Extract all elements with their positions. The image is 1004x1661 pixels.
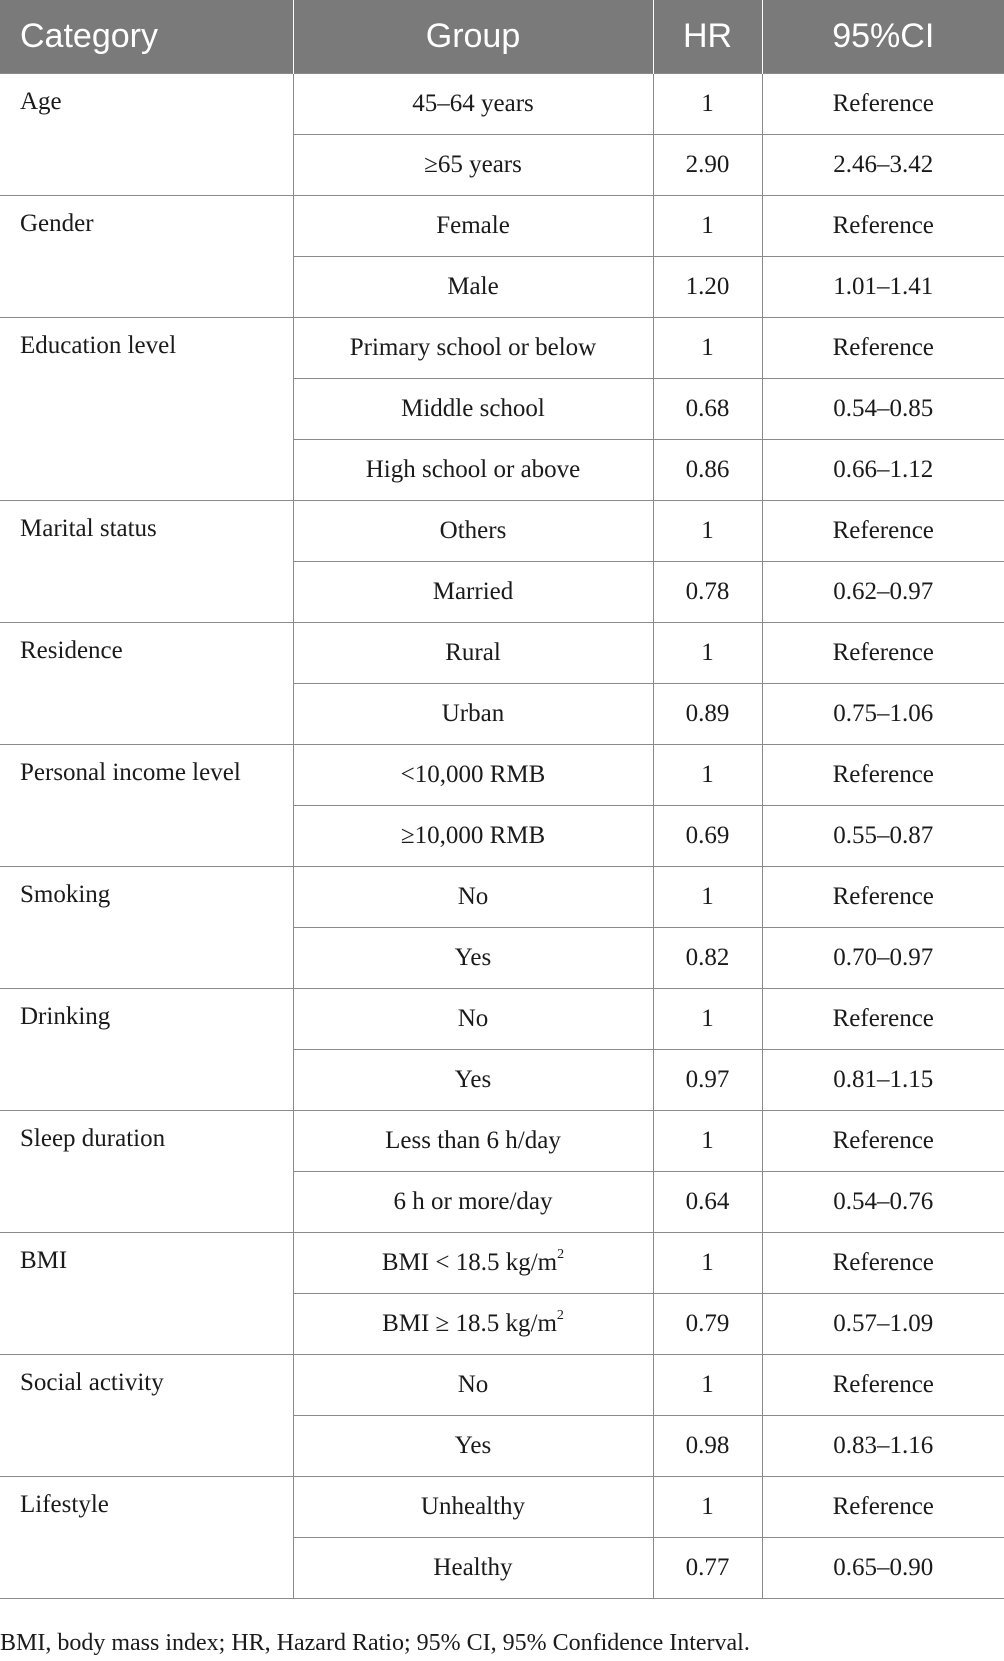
header-ci: 95%CI <box>762 0 1004 74</box>
category-label: Smoking <box>20 881 111 908</box>
table-row <box>0 1233 1004 1294</box>
group-cell <box>293 623 653 684</box>
ci-cell: 0.54–0.85 <box>762 379 1004 440</box>
hr-cell: 0.77 <box>653 1538 762 1599</box>
ci-cell: Reference <box>762 501 1004 562</box>
group-cell <box>293 74 653 135</box>
ci-cell: Reference <box>762 1233 1004 1294</box>
hr-cell: 1 <box>653 623 762 684</box>
hr-cell: 0.86 <box>653 440 762 501</box>
hr-cell: 0.78 <box>653 562 762 623</box>
hr-cell: 0.98 <box>653 1416 762 1477</box>
unit-superscript: 2 <box>557 1247 565 1262</box>
group-label: Middle school <box>401 395 545 422</box>
group-cell <box>293 1416 653 1477</box>
group-label: 6 h or more/day <box>393 1188 553 1215</box>
group-cell <box>293 501 653 562</box>
table-row <box>0 1111 1004 1172</box>
category-label: BMI <box>20 1247 68 1274</box>
category-label: Gender <box>20 210 94 237</box>
ci-cell: Reference <box>762 867 1004 928</box>
group-label: Yes <box>454 1432 492 1459</box>
group-cell <box>293 1294 653 1355</box>
group-label: Less than 6 h/day <box>385 1127 561 1154</box>
hr-cell: 1.20 <box>653 257 762 318</box>
ci-cell: Reference <box>762 1111 1004 1172</box>
hr-cell: 1 <box>653 1233 762 1294</box>
group-cell <box>293 745 653 806</box>
ci-cell: 0.55–0.87 <box>762 806 1004 867</box>
hr-cell: 1 <box>653 989 762 1050</box>
category-label: Personal income level <box>20 759 241 786</box>
hr-cell: 0.68 <box>653 379 762 440</box>
category-label: Age <box>20 88 62 115</box>
hr-cell: 0.89 <box>653 684 762 745</box>
table-header <box>0 0 1004 74</box>
hr-cell: 2.90 <box>653 135 762 196</box>
category-label: Sleep duration <box>20 1125 166 1152</box>
group-label: Yes <box>454 1066 492 1093</box>
group-cell <box>293 806 653 867</box>
ci-cell: 0.66–1.12 <box>762 440 1004 501</box>
header-category: Category <box>0 0 293 74</box>
ci-cell: Reference <box>762 989 1004 1050</box>
category-label: Education level <box>20 332 177 359</box>
table-row <box>0 867 1004 928</box>
group-cell <box>293 1538 653 1599</box>
group-cell <box>293 928 653 989</box>
ci-cell: Reference <box>762 745 1004 806</box>
category-cell <box>0 74 293 196</box>
header-group: Group <box>293 0 653 74</box>
ci-cell: 2.46–3.42 <box>762 135 1004 196</box>
group-label: Healthy <box>433 1554 513 1581</box>
group-cell <box>293 989 653 1050</box>
hr-cell: 1 <box>653 501 762 562</box>
header-row <box>0 0 1004 74</box>
group-label: Rural <box>445 639 501 666</box>
group-cell <box>293 196 653 257</box>
category-cell <box>0 196 293 318</box>
group-cell <box>293 135 653 196</box>
group-cell <box>293 318 653 379</box>
group-label: Others <box>439 517 507 544</box>
group-cell <box>293 1233 653 1294</box>
group-cell <box>293 440 653 501</box>
hr-cell: 1 <box>653 1111 762 1172</box>
ci-cell: Reference <box>762 74 1004 135</box>
ci-cell: 0.70–0.97 <box>762 928 1004 989</box>
group-cell <box>293 257 653 318</box>
group-label: Urban <box>441 700 505 727</box>
hr-cell: 1 <box>653 1477 762 1538</box>
table-row <box>0 1355 1004 1416</box>
header-hr: HR <box>653 0 762 74</box>
group-cell <box>293 1111 653 1172</box>
category-cell <box>0 501 293 623</box>
category-cell <box>0 989 293 1111</box>
group-label: No <box>457 883 489 910</box>
group-cell <box>293 379 653 440</box>
hr-cell: 1 <box>653 867 762 928</box>
category-cell <box>0 867 293 989</box>
hr-cell: 0.97 <box>653 1050 762 1111</box>
ci-cell: 0.75–1.06 <box>762 684 1004 745</box>
group-label: Unhealthy <box>420 1493 526 1520</box>
category-label: Social activity <box>20 1369 164 1396</box>
ci-cell: 0.57–1.09 <box>762 1294 1004 1355</box>
group-label: Primary school or below <box>349 334 597 361</box>
table-row <box>0 989 1004 1050</box>
group-label: Male <box>447 273 499 300</box>
table-row <box>0 1477 1004 1538</box>
hr-cell: 1 <box>653 318 762 379</box>
table-row <box>0 501 1004 562</box>
group-cell <box>293 562 653 623</box>
group-label: No <box>457 1371 489 1398</box>
group-label: BMI ≥ 18.5 kg/m <box>382 1310 557 1337</box>
table-row <box>0 623 1004 684</box>
group-cell <box>293 1172 653 1233</box>
ci-cell: Reference <box>762 623 1004 684</box>
hr-cell: 0.69 <box>653 806 762 867</box>
hr-cell: 0.82 <box>653 928 762 989</box>
group-label: ≥65 years <box>424 151 522 178</box>
category-label: Lifestyle <box>20 1491 109 1518</box>
category-cell <box>0 318 293 501</box>
group-label: BMI < 18.5 kg/m <box>381 1249 558 1276</box>
ci-cell: 0.62–0.97 <box>762 562 1004 623</box>
ci-cell: 0.81–1.15 <box>762 1050 1004 1111</box>
group-cell <box>293 867 653 928</box>
hr-cell: 0.79 <box>653 1294 762 1355</box>
unit-superscript: 2 <box>556 1308 564 1323</box>
table-footnote: BMI, body mass index; HR, Hazard Ratio; 95% CI, 95% Confidence Interval. <box>0 1630 750 1656</box>
group-label: Yes <box>454 944 492 971</box>
category-cell <box>0 1233 293 1355</box>
category-label: Marital status <box>20 515 157 542</box>
hr-cell: 1 <box>653 745 762 806</box>
table-row <box>0 745 1004 806</box>
category-cell <box>0 1477 293 1599</box>
table-row <box>0 74 1004 135</box>
category-cell <box>0 745 293 867</box>
ci-cell: Reference <box>762 1355 1004 1416</box>
group-label: High school or above <box>365 456 581 483</box>
ci-cell: Reference <box>762 318 1004 379</box>
ci-cell: 1.01–1.41 <box>762 257 1004 318</box>
table-row <box>0 196 1004 257</box>
hr-cell: 1 <box>653 74 762 135</box>
category-cell <box>0 1355 293 1477</box>
table-row <box>0 318 1004 379</box>
group-label: Married <box>432 578 514 605</box>
group-label: No <box>457 1005 489 1032</box>
category-cell <box>0 1111 293 1233</box>
ci-cell: 0.54–0.76 <box>762 1172 1004 1233</box>
hr-cell: 0.64 <box>653 1172 762 1233</box>
group-cell <box>293 684 653 745</box>
ci-cell: Reference <box>762 1477 1004 1538</box>
ci-cell: Reference <box>762 196 1004 257</box>
group-label: Female <box>436 212 510 239</box>
hr-cell: 1 <box>653 196 762 257</box>
ci-cell: 0.65–0.90 <box>762 1538 1004 1599</box>
category-label: Residence <box>20 637 123 664</box>
group-cell <box>293 1050 653 1111</box>
category-cell <box>0 623 293 745</box>
group-label: <10,000 RMB <box>400 761 546 788</box>
category-label: Drinking <box>20 1003 111 1030</box>
group-label: ≥10,000 RMB <box>400 822 546 849</box>
group-label: 45–64 years <box>412 90 534 117</box>
group-cell <box>293 1355 653 1416</box>
ci-cell: 0.83–1.16 <box>762 1416 1004 1477</box>
group-cell <box>293 1477 653 1538</box>
hr-cell: 1 <box>653 1355 762 1416</box>
table-body <box>0 74 1004 1599</box>
